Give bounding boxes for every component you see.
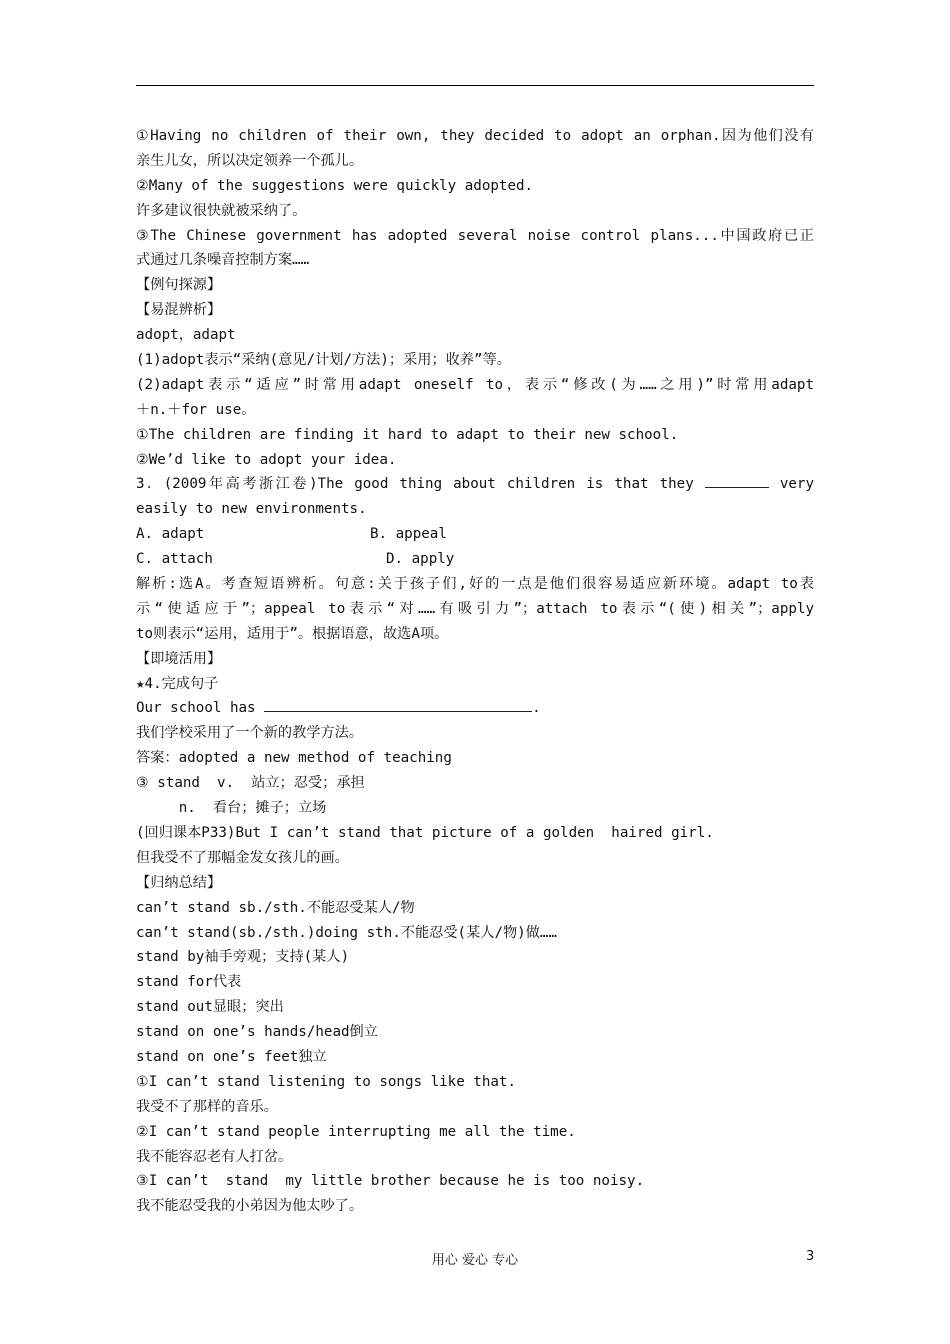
- question-4-answer: 答案：adopted a new method of teaching: [136, 750, 452, 767]
- option-a: A. adapt: [136, 526, 205, 543]
- question-4-title: ★4.完成句子: [136, 675, 219, 692]
- text-line: ②I can’t stand people interrupting me all the time.: [136, 1123, 576, 1140]
- text-line: (2)adapt表示“适应”时常用adapt oneself to，表示“修改(为……之用)”时常用adapt: [136, 376, 814, 393]
- text-line: n. 看台；摊子；立场: [136, 800, 327, 817]
- option-c: C. attach: [136, 551, 213, 568]
- footer-motto: 用心 爱心 专心: [431, 1253, 519, 1268]
- analysis-line: to则表示“运用，适用于”。根据语意，故选A项。: [136, 625, 449, 642]
- analysis-line: 解析:选A。考查短语辨析。句意:关于孩子们,好的一点是他们很容易适应新环境。adapt to表: [136, 576, 814, 593]
- text-line: ②We’d like to adopt your idea.: [136, 451, 397, 468]
- page-number: 3: [806, 1249, 815, 1264]
- text-line: ①Having no children of their own, they decided to adopt an orphan.因为他们没有: [136, 128, 814, 144]
- header-rule: [136, 85, 814, 86]
- question-4-translation: 我们学校采用了一个新的教学方法。: [136, 725, 364, 742]
- text-line: ③The Chinese government has adopted several noise control plans...中国政府已正: [136, 227, 814, 244]
- text-line: ②Many of the suggestions were quickly adopted.: [136, 177, 534, 194]
- option-b: B. appeal: [370, 526, 447, 543]
- options-row: [136, 522, 814, 547]
- text-line: (回归课本P33)But I can’t stand that picture of a golden haired girl.: [136, 824, 714, 841]
- document-body: [136, 124, 814, 1219]
- text-line: 我不能容忍老有人打岔。: [136, 1148, 293, 1165]
- question-3-text-end: very: [779, 476, 814, 493]
- text-line: stand on one’s hands/head倒立: [136, 1024, 378, 1041]
- text-line: stand out显眼；突出: [136, 999, 284, 1016]
- question-3-text: 3．(2009年高考浙江卷)The good thing about children is that they: [136, 476, 694, 493]
- question-4-period: .: [532, 700, 541, 717]
- text-line: 我不能忍受我的小弟因为他太吵了。: [136, 1198, 364, 1215]
- text-line: ①I can’t stand listening to songs like that.: [136, 1073, 517, 1090]
- text-line: stand on one’s feet独立: [136, 1048, 327, 1065]
- text-line: ③ stand v. 站立；忍受；承担: [136, 775, 365, 792]
- text-line: stand by袖手旁观；支持(某人): [136, 949, 350, 966]
- section-heading: 【即境活用】: [136, 650, 222, 667]
- text-line: can’t stand sb./sth.不能忍受某人/物: [136, 899, 415, 916]
- text-line: ＋n.＋for use。: [136, 401, 256, 418]
- text-line: ③I can’t stand my little brother because he is too noisy.: [136, 1173, 645, 1190]
- question-4-text: Our school has: [136, 700, 256, 717]
- question-3-stem: [136, 472, 814, 497]
- section-heading: 【归纳总结】: [136, 874, 222, 891]
- section-heading: 【易混辨析】: [136, 302, 222, 319]
- text-line: stand for代表: [136, 974, 242, 991]
- text-line: 我受不了那样的音乐。: [136, 1098, 278, 1115]
- text-line: 但我受不了那幅金发女孩儿的画。: [136, 849, 349, 866]
- text-line: 亲生儿女，所以决定领养一个孤儿。: [136, 152, 364, 169]
- text-line: can’t stand(sb./sth.)doing sth.不能忍受(某人/物)做……: [136, 924, 557, 941]
- text-line: 许多建议很快就被采纳了。: [136, 202, 307, 219]
- text-line: adopt，adapt: [136, 327, 236, 344]
- text-line: (1)adopt表示“采纳(意见/计划/方法)；采用；收养”等。: [136, 352, 511, 369]
- option-d: D. apply: [386, 551, 455, 568]
- analysis-line: 示“使适应于”；appeal to表示“对……有吸引力”；attach to表示“(使)相关”；apply: [136, 600, 814, 617]
- text-line: ①The children are finding it hard to adapt to their new school.: [136, 426, 679, 443]
- answer-blank: [705, 473, 769, 488]
- text-line: 式通过几条噪音控制方案……: [136, 252, 310, 269]
- question-4-sentence: [136, 696, 814, 721]
- options-row: [136, 547, 814, 572]
- answer-blank: [264, 697, 532, 712]
- section-heading: 【例句探源】: [136, 277, 222, 294]
- question-3-stem-cont: easily to new environments.: [136, 501, 367, 518]
